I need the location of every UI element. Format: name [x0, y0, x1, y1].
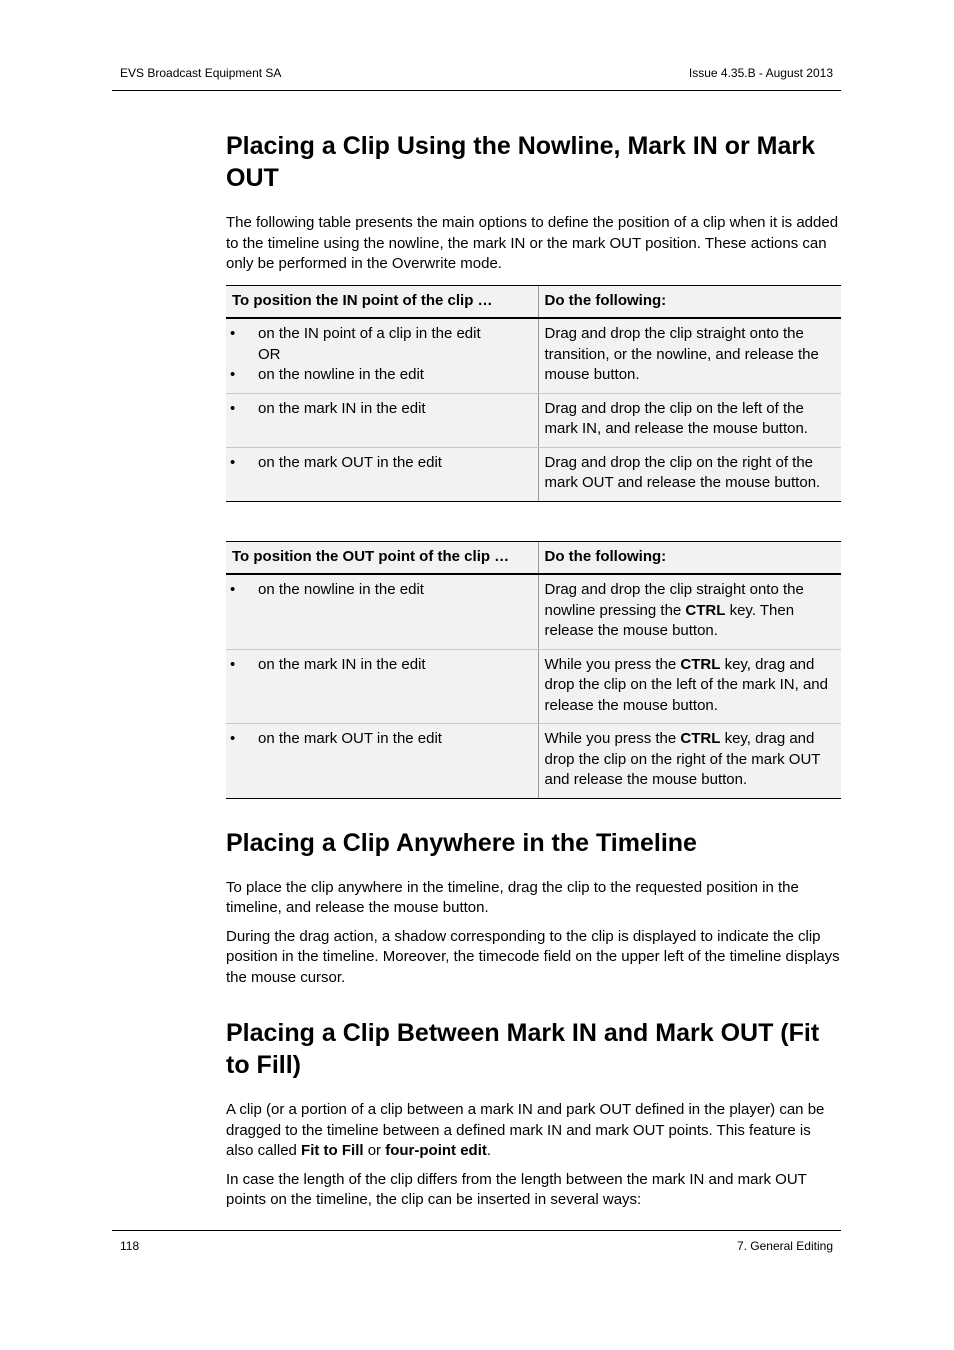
key-name: CTRL — [680, 655, 721, 673]
term-four-point-edit: four-point edit — [385, 1142, 487, 1159]
table-row — [226, 724, 841, 799]
bullet-item: • on the mark IN in the edit — [226, 399, 532, 420]
action-text: key, drag and drop the clip on the right of the mark OUT and release the mouse button. — [544, 730, 821, 788]
term-fit-to-fill: Fit to Fill — [301, 1142, 364, 1159]
condition-cell — [226, 447, 538, 501]
paragraph-text: . — [486, 1142, 492, 1159]
condition-cell — [226, 724, 538, 799]
action-text: key. Then release the mouse button. — [544, 601, 795, 639]
company-name: EVS Broadcast Equipment SA — [120, 66, 282, 80]
table-row — [226, 649, 841, 724]
condition-cell — [226, 574, 538, 649]
page-number: 118 — [120, 1239, 140, 1253]
bullet-item: • on the mark OUT in the edit — [226, 729, 532, 750]
action-cell: Drag and drop the clip on the right of the mark OUT and release the mouse button. — [538, 447, 841, 501]
in-point-table — [226, 285, 841, 502]
action-text: key, drag and drop the clip on the left of the mark IN, and release the mouse button. — [544, 655, 828, 714]
table-header-condition: To position the OUT point of the clip … — [226, 541, 538, 574]
table-row — [226, 447, 841, 501]
condition-cell — [226, 649, 538, 724]
table-header-action: Do the following: — [538, 285, 841, 318]
paragraph-text: or — [363, 1142, 386, 1159]
action-text: Drag and drop the clip straight onto the nowline pressing the — [544, 581, 804, 619]
action-cell: Drag and drop the clip straight onto the transition, or the nowline, and release the mouse button. — [538, 318, 841, 393]
page-header — [112, 64, 841, 91]
paragraph: To place the clip anywhere in the timeline, drag the clip to the requested position in the timeline, and release the mouse button. — [226, 878, 799, 916]
page-content — [226, 130, 841, 1211]
issue-info: Issue 4.35.B - August 2013 — [688, 66, 833, 80]
table-row — [226, 393, 841, 447]
page-footer — [112, 1230, 841, 1253]
table-header-condition: To position the IN point of the clip … — [226, 285, 538, 318]
action-cell — [538, 649, 841, 724]
or-label: OR — [258, 345, 281, 363]
bullet-item: • on the nowline in the edit — [226, 580, 532, 601]
table-row — [226, 574, 841, 649]
section-intro: The following table presents the main options to define the position of a clip when it is added to the timeline using the nowline, the mark IN or the mark OUT position. These actions can only be performed in the Overwrite mode. — [226, 214, 839, 272]
action-text: While you press the — [544, 655, 681, 673]
table-header-action: Do the following: — [538, 541, 841, 574]
section-title-fit-to-fill: Placing a Clip Between Mark IN and Mark OUT (Fit to Fill) — [226, 1019, 820, 1079]
section-title-nowline: Placing a Clip Using the Nowline, Mark IN or Mark OUT — [226, 132, 816, 192]
action-cell: Drag and drop the clip on the left of the mark IN, and release the mouse button. — [538, 393, 841, 447]
action-cell — [538, 574, 841, 649]
paragraph-text: A clip (or a portion of a clip between a mark IN and park OUT defined in the player) can be dragged to the timeline between a defined mark IN and mark OUT points. This feature is also called — [226, 1101, 825, 1159]
paragraph — [226, 1100, 841, 1162]
paragraph: During the drag action, a shadow corresponding to the clip is displayed to indicate the clip position in the timeline. Moreover, the timecode field on the upper left of the timeline displays the mouse cursor. — [226, 927, 840, 986]
condition-cell — [226, 393, 538, 447]
bullet-item: • on the nowline in the edit — [226, 365, 532, 386]
table-header-row — [226, 285, 841, 318]
key-name: CTRL — [685, 601, 726, 619]
bullet-item: • on the mark IN in the edit — [226, 655, 532, 676]
action-text: While you press the — [544, 730, 681, 747]
chapter-name: 7. General Editing — [736, 1239, 833, 1253]
table-header-row — [226, 541, 841, 574]
condition-cell — [226, 318, 538, 393]
out-point-table — [226, 541, 841, 799]
bullet-item: • on the mark OUT in the edit — [226, 453, 532, 474]
action-cell — [538, 724, 841, 799]
table-row — [226, 318, 841, 393]
section-title-anywhere: Placing a Clip Anywhere in the Timeline — [226, 828, 697, 857]
key-name: CTRL — [680, 730, 721, 747]
paragraph: In case the length of the clip differs from the length between the mark IN and mark OUT points on the timeline, the clip can be inserted in several ways: — [226, 1170, 807, 1208]
bullet-item: • on the IN point of a clip in the edit — [226, 324, 532, 345]
